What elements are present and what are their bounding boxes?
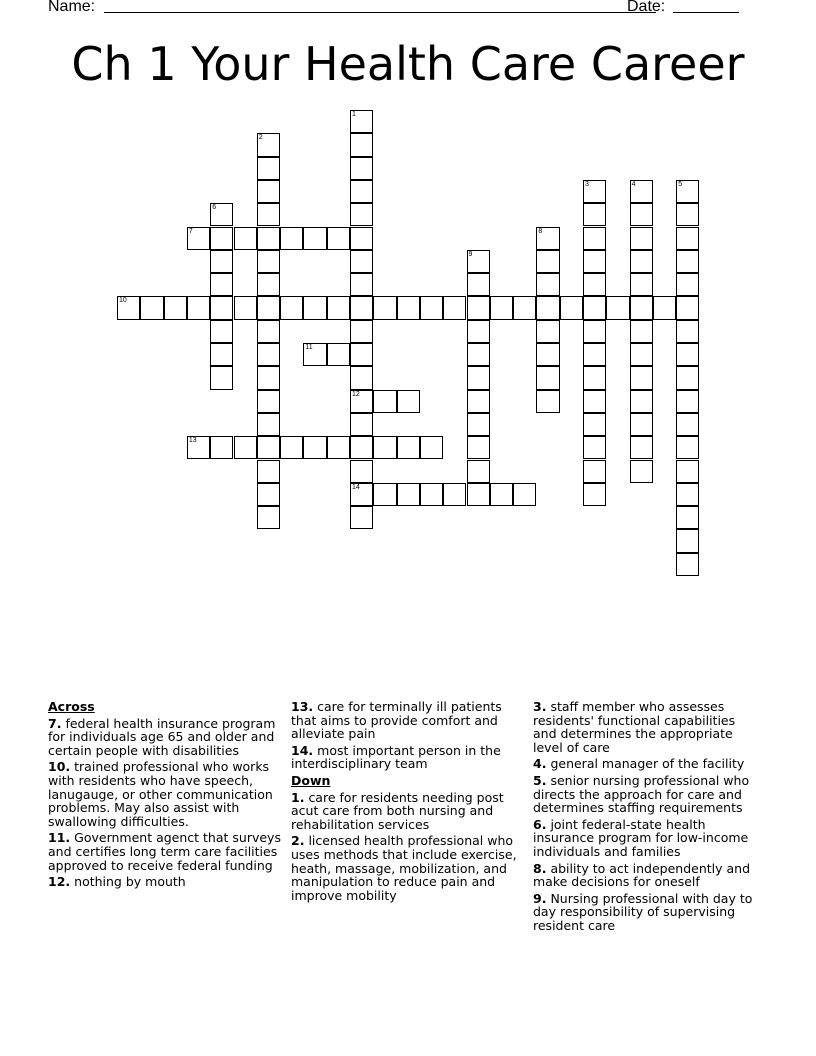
clue-text: federal health insurance program for individuals age 65 and older and certain people with disabilities — [48, 715, 276, 758]
grid-cell[interactable] — [210, 343, 233, 366]
grid-cell[interactable] — [350, 506, 373, 529]
grid-cell[interactable] — [630, 390, 653, 413]
clue-across-12 — [48, 875, 284, 889]
grid-cell[interactable] — [350, 250, 373, 273]
grid-cell[interactable] — [210, 273, 233, 296]
grid-cell[interactable] — [257, 203, 280, 226]
grid-cell[interactable] — [327, 227, 350, 250]
clue-number: 12. — [48, 874, 71, 890]
grid-cell[interactable] — [583, 460, 606, 483]
cell-number: 9 — [468, 250, 473, 258]
clue-down-3 — [533, 700, 761, 754]
grid-cell[interactable] — [630, 180, 653, 203]
grid-cell[interactable] — [373, 483, 396, 506]
grid-cell[interactable] — [397, 390, 420, 413]
grid-cell[interactable] — [210, 320, 233, 343]
grid-cell[interactable] — [257, 343, 280, 366]
clue-down-4 — [533, 757, 761, 771]
grid-cell[interactable] — [536, 343, 559, 366]
grid-cell[interactable] — [350, 133, 373, 156]
grid-cell[interactable] — [117, 296, 140, 319]
grid-cell[interactable] — [350, 413, 373, 436]
grid-cell[interactable] — [257, 227, 280, 250]
grid-cell[interactable] — [210, 227, 233, 250]
grid-cell[interactable] — [630, 296, 653, 319]
clue-text: general manager of the facility — [550, 756, 745, 772]
grid-cell[interactable] — [467, 250, 490, 273]
grid-cell[interactable] — [350, 390, 373, 413]
grid-cell[interactable] — [350, 157, 373, 180]
grid-cell[interactable] — [676, 413, 699, 436]
clue-text: ability to act independently and make decisions for oneself — [533, 860, 751, 890]
clue-number: 13. — [291, 699, 314, 714]
grid-cell[interactable] — [210, 296, 233, 319]
grid-cell[interactable] — [187, 296, 210, 319]
down-heading: Down — [291, 772, 331, 788]
grid-cell[interactable] — [630, 366, 653, 389]
grid-cell[interactable] — [420, 436, 443, 459]
cell-number: 14 — [352, 483, 360, 491]
grid-cell[interactable] — [257, 180, 280, 203]
cell-number: 5 — [678, 180, 683, 188]
grid-cell[interactable] — [350, 366, 373, 389]
grid-cell[interactable] — [676, 483, 699, 506]
grid-cell[interactable] — [257, 157, 280, 180]
grid-cell[interactable] — [350, 483, 373, 506]
grid-cell[interactable] — [373, 390, 396, 413]
clue-text: senior nursing professional who directs the approach for care and determines staffing requirements — [533, 772, 750, 816]
grid-cell[interactable] — [467, 413, 490, 436]
grid-cell[interactable] — [327, 436, 350, 459]
grid-cell[interactable] — [303, 296, 326, 319]
grid-cell[interactable] — [257, 460, 280, 483]
clue-column-2 — [291, 700, 519, 905]
grid-cell[interactable] — [467, 460, 490, 483]
cell-number: 11 — [305, 344, 313, 351]
grid-cell[interactable] — [257, 296, 280, 319]
grid-cell[interactable] — [467, 273, 490, 296]
grid-cell[interactable] — [303, 227, 326, 250]
grid-cell[interactable] — [606, 296, 629, 319]
grid-cell[interactable] — [583, 273, 606, 296]
grid-cell[interactable] — [420, 483, 443, 506]
grid-cell[interactable] — [187, 227, 210, 250]
grid-cell[interactable] — [583, 390, 606, 413]
clue-across-11 — [48, 831, 284, 872]
grid-cell[interactable] — [536, 250, 559, 273]
clue-text: licensed health professional who uses methods that include exercise, heath, massage, mobilization, and manipulation to reduce pain and improve mobility — [291, 833, 517, 903]
grid-cell[interactable] — [350, 110, 373, 133]
grid-cell[interactable] — [210, 203, 233, 226]
grid-cell[interactable] — [630, 436, 653, 459]
grid-cell[interactable] — [676, 366, 699, 389]
clue-number: 5. — [533, 772, 547, 788]
grid-cell[interactable] — [676, 180, 699, 203]
grid-cell[interactable] — [630, 413, 653, 436]
clue-down-5 — [533, 774, 761, 815]
grid-cell[interactable] — [397, 483, 420, 506]
grid-cell[interactable] — [560, 296, 583, 319]
grid-cell[interactable] — [536, 273, 559, 296]
grid-cell[interactable] — [630, 343, 653, 366]
grid-cell[interactable] — [210, 366, 233, 389]
clue-down-2 — [291, 834, 519, 902]
clue-number: 7. — [48, 715, 62, 731]
grid-cell[interactable] — [630, 250, 653, 273]
grid-cell[interactable] — [583, 483, 606, 506]
grid-cell[interactable] — [257, 320, 280, 343]
cell-number: 3 — [585, 180, 589, 188]
grid-cell[interactable] — [467, 343, 490, 366]
clue-number: 1. — [291, 789, 305, 805]
clue-number: 4. — [533, 756, 547, 772]
clue-text: Government agenct that surveys and certifies long term care facilities approved to receive federal funding — [48, 830, 281, 873]
clue-number: 2. — [291, 833, 305, 849]
clue-text: staff member who assesses residents' functional capabilities and determines the appropriate level of care — [533, 699, 736, 755]
grid-cell[interactable] — [257, 506, 280, 529]
grid-cell[interactable] — [630, 203, 653, 226]
grid-cell[interactable] — [257, 133, 280, 156]
grid-cell[interactable] — [420, 296, 443, 319]
cell-number: 4 — [631, 180, 636, 188]
grid-cell[interactable] — [536, 320, 559, 343]
grid-cell[interactable] — [280, 436, 303, 459]
grid-cell[interactable] — [676, 460, 699, 483]
grid-cell[interactable] — [140, 296, 163, 319]
clue-column-1 — [48, 700, 284, 892]
grid-cell[interactable] — [676, 273, 699, 296]
grid-cell[interactable] — [583, 343, 606, 366]
grid-cell[interactable] — [583, 413, 606, 436]
cell-number: 6 — [212, 204, 217, 212]
grid-cell[interactable] — [630, 227, 653, 250]
grid-cell[interactable] — [397, 436, 420, 459]
clue-text: Nursing professional with day to day responsibility of supervising resident care — [533, 890, 753, 933]
grid-cell[interactable] — [536, 296, 559, 319]
cell-number: 8 — [538, 227, 543, 235]
grid-cell[interactable] — [630, 273, 653, 296]
grid-cell[interactable] — [257, 250, 280, 273]
grid-cell[interactable] — [397, 296, 420, 319]
grid-cell[interactable] — [327, 296, 350, 319]
grid-cell[interactable] — [467, 320, 490, 343]
grid-cell[interactable] — [467, 483, 490, 506]
grid-cell[interactable] — [350, 320, 373, 343]
grid-cell[interactable] — [467, 366, 490, 389]
grid-cell[interactable] — [583, 320, 606, 343]
grid-cell[interactable] — [257, 436, 280, 459]
grid-cell[interactable] — [676, 506, 699, 529]
clue-down-1 — [291, 791, 519, 832]
grid-cell[interactable] — [350, 343, 373, 366]
clue-across-10 — [48, 760, 284, 828]
grid-cell[interactable] — [676, 343, 699, 366]
grid-cell[interactable] — [350, 203, 373, 226]
grid-cell[interactable] — [490, 483, 513, 506]
grid-cell[interactable] — [350, 460, 373, 483]
grid-cell[interactable] — [467, 390, 490, 413]
across-heading: Across — [48, 699, 95, 714]
grid-cell[interactable] — [630, 320, 653, 343]
clue-across-13 — [291, 700, 519, 741]
grid-cell[interactable] — [676, 320, 699, 343]
clue-down-9 — [533, 892, 761, 933]
grid-cell[interactable] — [443, 296, 466, 319]
clue-number: 11. — [48, 830, 71, 846]
cell-number: 2 — [258, 134, 263, 142]
grid-cell[interactable] — [373, 296, 396, 319]
grid-cell[interactable] — [676, 436, 699, 459]
grid-cell[interactable] — [467, 296, 490, 319]
clue-text: nothing by mouth — [74, 874, 186, 890]
grid-cell[interactable] — [513, 483, 536, 506]
clue-number: 14. — [291, 742, 314, 758]
grid-cell[interactable] — [350, 273, 373, 296]
name-label: Name: — [48, 0, 96, 15]
grid-cell[interactable] — [350, 436, 373, 459]
grid-cell[interactable] — [373, 436, 396, 459]
grid-cell[interactable] — [280, 296, 303, 319]
date-label: Date: — [627, 0, 666, 15]
grid-cell[interactable] — [303, 343, 326, 366]
grid-cell[interactable] — [280, 227, 303, 250]
grid-cell[interactable] — [234, 436, 257, 459]
clue-text: joint federal-state health insurance program for low-income individuals and families — [533, 816, 749, 859]
clue-number: 8. — [533, 860, 547, 876]
grid-cell[interactable] — [583, 203, 606, 226]
grid-cell[interactable] — [583, 250, 606, 273]
clue-text: most important person in the interdisciplinary team — [291, 742, 501, 772]
grid-cell[interactable] — [257, 390, 280, 413]
grid-cell[interactable] — [583, 227, 606, 250]
clue-text: care for terminally ill patients that aims to provide comfort and alleviate pain — [291, 699, 502, 742]
cell-number: 7 — [188, 227, 193, 235]
clue-number: 3. — [533, 699, 547, 714]
grid-cell[interactable] — [350, 296, 373, 319]
grid-cell[interactable] — [676, 296, 699, 319]
grid-cell[interactable] — [536, 227, 559, 250]
grid-cell[interactable] — [257, 366, 280, 389]
grid-cell[interactable] — [443, 483, 466, 506]
clue-across-14 — [291, 744, 519, 771]
cell-number: 12 — [352, 390, 360, 398]
clue-number: 10. — [48, 759, 71, 775]
grid-cell[interactable] — [630, 460, 653, 483]
grid-cell[interactable] — [210, 436, 233, 459]
grid-cell[interactable] — [583, 296, 606, 319]
clue-down-8 — [533, 862, 761, 889]
grid-cell[interactable] — [257, 483, 280, 506]
grid-cell[interactable] — [234, 227, 257, 250]
grid-cell[interactable] — [583, 366, 606, 389]
page-title: Ch 1 Your Health Care Career — [71, 37, 745, 91]
grid-cell[interactable] — [350, 180, 373, 203]
grid-cell[interactable] — [210, 250, 233, 273]
grid-cell[interactable] — [303, 436, 326, 459]
cell-number: 10 — [119, 297, 127, 305]
clue-across-7 — [48, 717, 284, 758]
grid-cell[interactable] — [583, 436, 606, 459]
grid-cell[interactable] — [536, 366, 559, 389]
clue-down-6 — [533, 818, 761, 859]
clue-text: trained professional who works with residents who have speech, lanugauge, or other communication problems. May also assist with swallowing difficulties. — [48, 759, 273, 829]
grid-cell[interactable] — [257, 413, 280, 436]
grid-cell[interactable] — [676, 390, 699, 413]
clue-number: 9. — [533, 890, 547, 906]
cell-number: 1 — [352, 111, 356, 118]
grid-cell[interactable] — [467, 436, 490, 459]
clue-number: 6. — [533, 816, 547, 832]
grid-cell[interactable] — [653, 296, 676, 319]
clue-column-3 — [533, 700, 761, 936]
clue-text: care for residents needing post acut care from both nursing and rehabilitation services — [291, 789, 504, 832]
grid-cell[interactable] — [676, 250, 699, 273]
grid-cell[interactable] — [583, 180, 606, 203]
grid-cell[interactable] — [187, 436, 210, 459]
grid-cell[interactable] — [257, 273, 280, 296]
grid-cell[interactable] — [676, 553, 699, 576]
grid-cell[interactable] — [164, 296, 187, 319]
grid-cell[interactable] — [350, 227, 373, 250]
grid-cell[interactable] — [536, 390, 559, 413]
grid-cell[interactable] — [676, 529, 699, 552]
grid-cell[interactable] — [490, 296, 513, 319]
grid-cell[interactable] — [676, 227, 699, 250]
grid-cell[interactable] — [234, 296, 257, 319]
grid-cell[interactable] — [676, 203, 699, 226]
cell-number: 13 — [188, 437, 197, 445]
grid-cell[interactable] — [513, 296, 536, 319]
grid-cell[interactable] — [327, 343, 350, 366]
